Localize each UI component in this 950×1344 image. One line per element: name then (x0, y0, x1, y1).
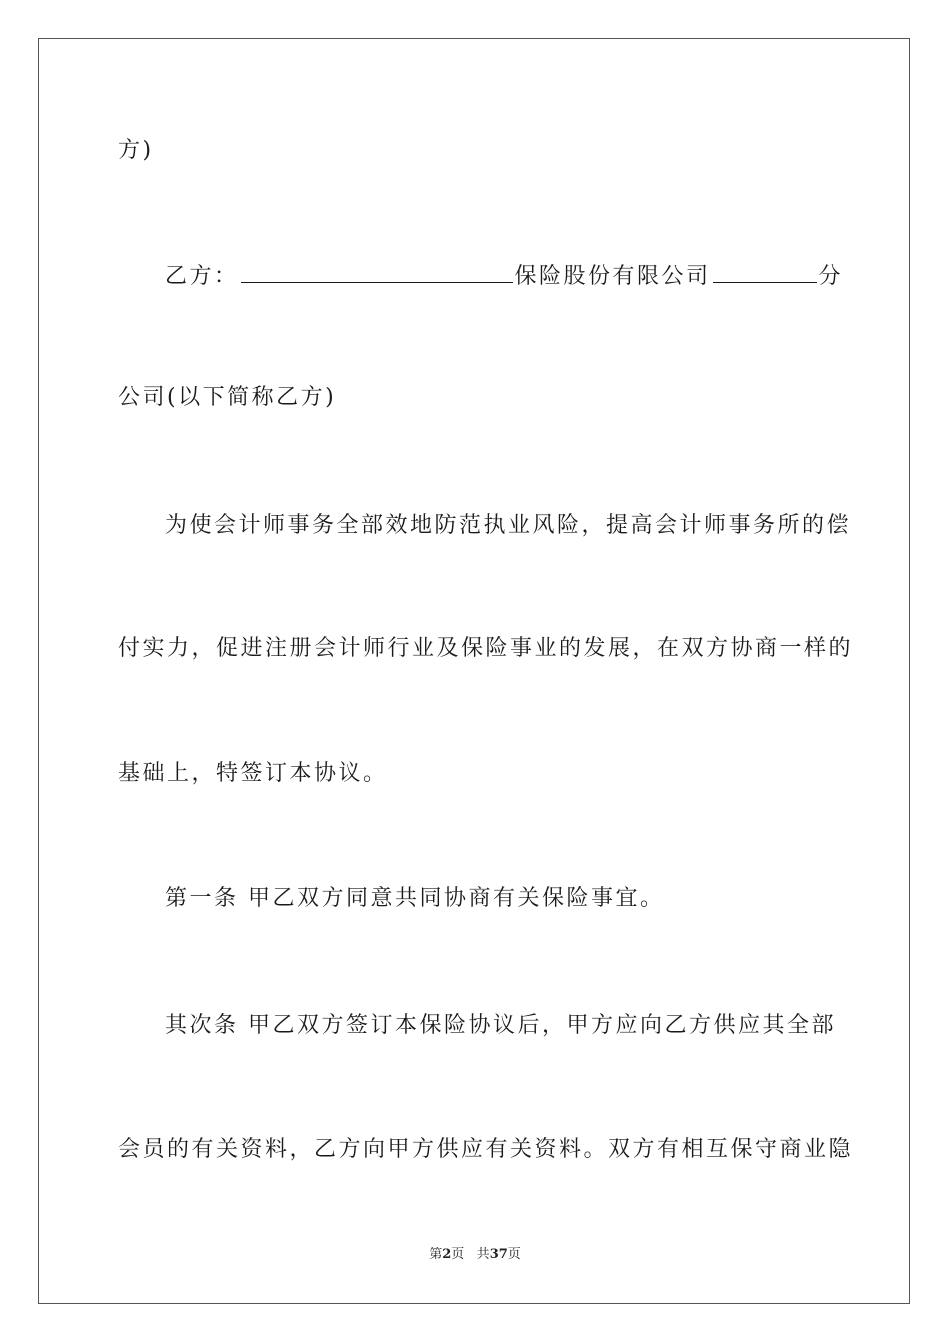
text-line-2 (165, 260, 843, 292)
blank-company-name[interactable] (241, 260, 513, 283)
text-line-3: 公司(以下简称乙方) (118, 385, 337, 410)
total-page-number: 37 (489, 1247, 508, 1262)
branch-suffix-text: 分 (818, 264, 844, 289)
text-line-6: 基础上，特签订本协议。 (118, 761, 388, 786)
current-page-number: 2 (442, 1247, 452, 1262)
text-line-4: 为使会计师事务全部效地防范执业风险，提高会计师事务所的偿 (165, 513, 852, 538)
text-line-1: 方) (118, 138, 154, 163)
page-footer: 第2页 共37页 (429, 1247, 521, 1262)
company-type-text: 保险股份有限公司 (514, 264, 711, 289)
blank-branch-name[interactable] (713, 260, 817, 283)
article-2: 其次条 甲乙双方签订本保险协议后，甲方应向乙方供应其全部 (165, 1013, 836, 1038)
text-line-9: 会员的有关资料，乙方向甲方供应有关资料。双方有相互保守商业隐 (118, 1137, 854, 1162)
page-border (38, 38, 910, 1304)
article-1: 第一条 甲乙双方同意共同协商有关保险事宜。 (165, 886, 665, 911)
text-line-5: 付实力，促进注册会计师行业及保险事业的发展，在双方协商一样的 (118, 636, 854, 661)
party-b-label: 乙方： (165, 264, 239, 289)
